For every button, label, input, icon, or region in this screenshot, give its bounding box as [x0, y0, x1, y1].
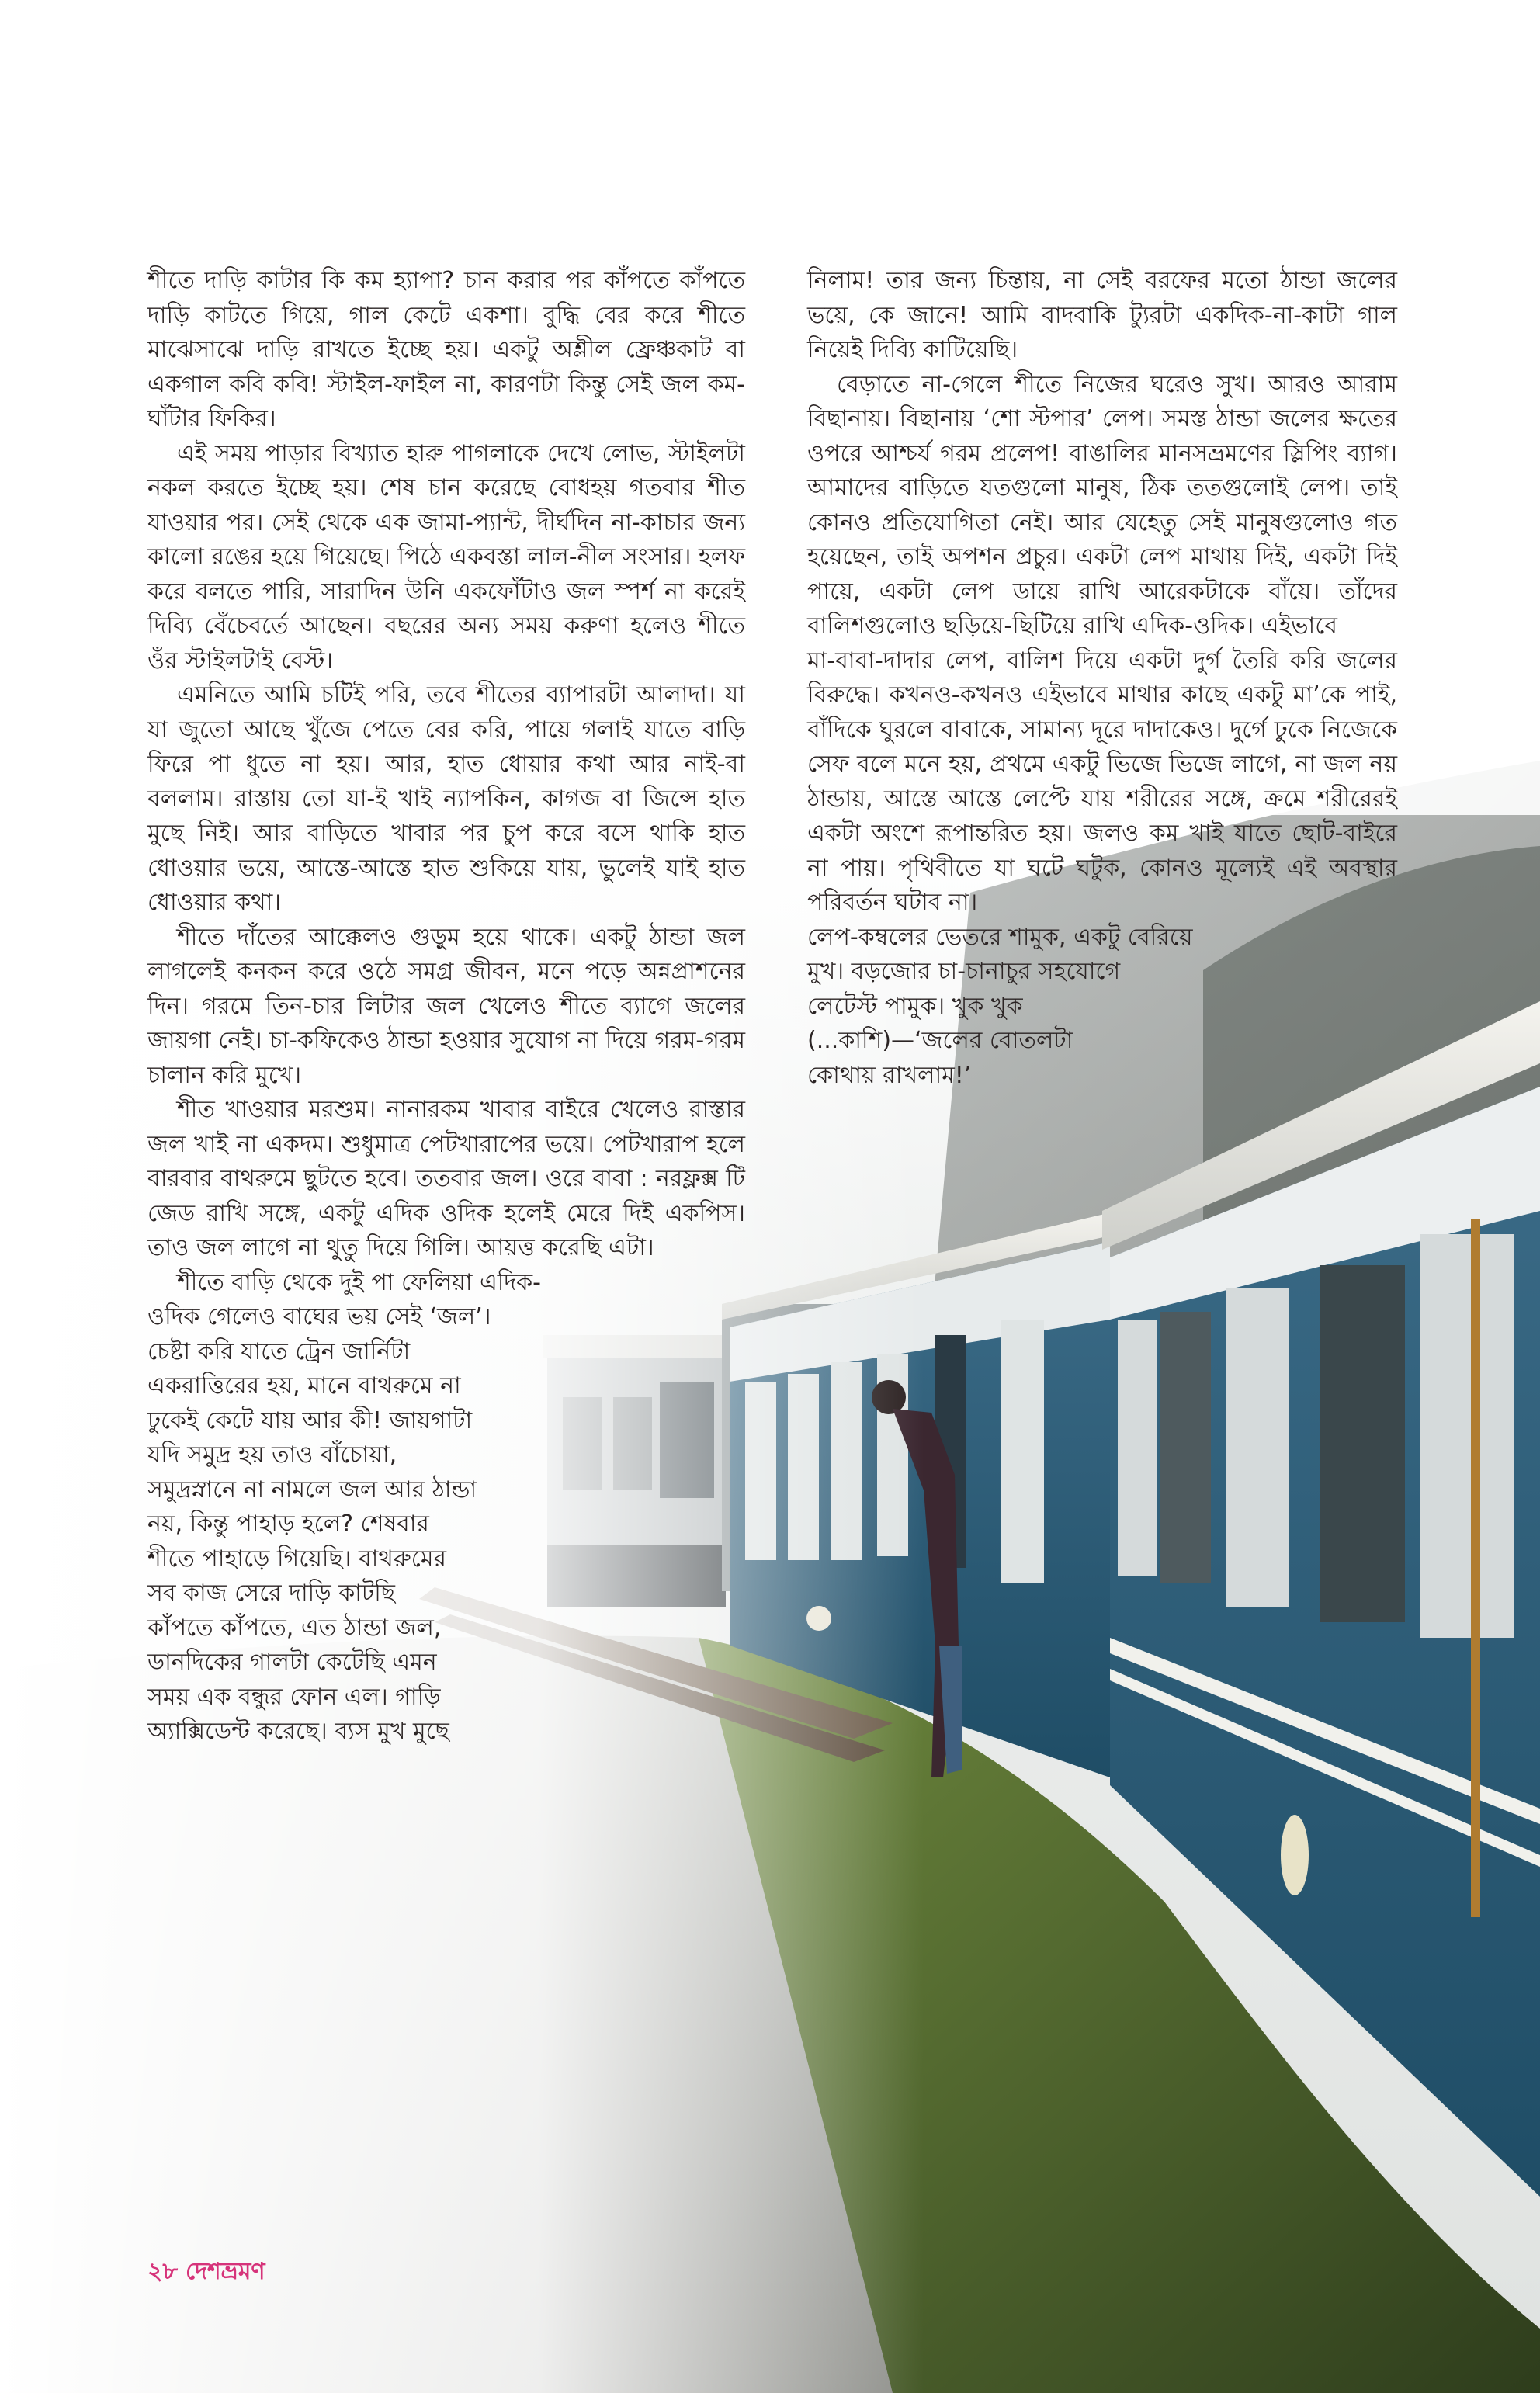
page-number: ২৮ — [147, 2258, 178, 2285]
paragraph: এমনিতে আমি চটিই পরি, তবে শীতের ব্যাপারটা আলাদা। যা যা জুতো আছে খুঁজে পেতে বের করি, পায়ে গলাই যাতে বাড়ি ফিরে পা ধুতে না হয়। আর, হাত ধোয়ার কথা আর নাই-বা বললাম। রাস্তায় তো যা-ই খাই ন্যাপকিন, কাগজ বা জিন্সে হাত মুছে নিই। আর বাড়িতে খাবার পর চুপ করে বসে থাকি হাত ধোওয়ার ভয়ে, আস্তে-আস্তে হাত শুকিয়ে যায়, ভুলেই যাই হাত ধোওয়ার কথা। — [147, 681, 745, 916]
text-line: লেপ-কম্বলের ভেতরে শামুক, একটু বেরিয়ে — [807, 923, 1193, 951]
text-line: কোথায় রাখলাম!’ — [807, 1061, 972, 1089]
article-column-left — [147, 264, 745, 1750]
paragraph: মা-বাবা-দাদার লেপ, বালিশ দিয়ে একটা দুর্গ তৈরি করি জলের বিরুদ্ধে। কখনও-কখনও এইভাবে মাথার কাছে একটু মা’কে পাই, বাঁদিকে ঘুরলে বাবাকে, সামান্য দূরে দাদাকেও। দুর্গে ঢুকে নিজেকে সেফ বলে মনে হয়, প্রথমে একটু ভিজে ভিজে লাগে, না জল নয় ঠান্ডায়, আস্তে আস্তে লেপ্টে যায় শরীরের সঙ্গে, ক্রমে শরীরেরই একটা অংশে রূপান্তরিত হয়। জলও কম খাই যাতে ছোট-বাইরে না পায়। পৃথিবীতে যা ঘটে ঘটুক, কোনও মূল্যেই এই অবস্থার পরিবর্তন ঘটাব না। — [807, 647, 1397, 916]
paragraph: শীতে দাঁতের আক্কেলও গুড়ুম হয়ে থাকে। একটু ঠান্ডা জল লাগলেই কনকন করে ওঠে সমগ্র জীবন, মনে পড়ে অন্নপ্রাশনের দিন। গরমে তিন-চার লিটার জল খেলেও শীতে ব্যাগে জলের জায়গা নেই। চা-কফিকেও ঠান্ডা হওয়ার সুযোগ না দিয়ে গরম-গরম চালান করি মুখে। — [147, 923, 745, 1089]
paragraph: নিলাম! তার জন্য চিন্তায়, না সেই বরফের মতো ঠান্ডা জলের ভয়ে, কে জানে! আমি বাদবাকি ট্যুরটা একদিক-না-কাটা গাল নিয়েই দিব্যি কাটিয়েছি। — [807, 267, 1397, 363]
text-line: সমুদ্রস্নানে না নামলে জল আর ঠান্ডা — [147, 1476, 477, 1503]
text-line: কাঁপতে কাঁপতে, এত ঠান্ডা জল, — [147, 1614, 442, 1642]
text-line: মুখ। বড়জোর চা-চানাচুর সহযোগে — [807, 958, 1121, 985]
section-name: দেশভ্রমণ — [185, 2258, 265, 2285]
text-line: অ্যাক্সিডেন্ট করেছে। ব্যস মুখ মুছে — [147, 1718, 449, 1745]
text-line: লেটেস্ট পামুক। খুক খুক — [807, 992, 1023, 1020]
paragraph: শীতে দাড়ি কাটার কি কম হ্যাপা? চান করার পর কাঁপতে কাঁপতে দাড়ি কাটতে গিয়ে, গাল কেটে একশা। বুদ্ধি বের করে শীতে মাঝেসাঝে দাড়ি রাখতে ইচ্ছে হয়। একটু অশ্লীল ফ্রেঞ্চকাট বা একগাল কবি কবি! স্টাইল-ফাইল না, কারণটা কিন্তু সেই জল কম-ঘাঁটার ফিকির। — [147, 267, 745, 432]
paragraph: বেড়াতে না-গেলে শীতে নিজের ঘরেও সুখ। আরও আরাম বিছানায়। বিছানায় ‘শো স্টপার’ লেপ। সমস্ত ঠান্ডা জলের ক্ষতের ওপরে আশ্চর্য গরম প্রলেপ! বাঙালির মানসভ্রমণের স্লিপিং ব্যাগ। আমাদের বাড়িতে যতগুলো মানুষ, ঠিক ততগুলোই লেপ। তাই কোনও প্রতিযোগিতা নেই। আর যেহেতু সেই মানুষগুলোও গত হয়েছেন, তাই অপশন প্রচুর। একটা লেপ মাথায় দিই, একটা দিই পায়ে, একটা লেপ ডায়ে রাখি আরেকটাকে বাঁয়ে। তাঁদের বালিশগুলোও ছড়িয়ে-ছিটিয়ে রাখি এদিক-ওদিক। এইভাবে — [807, 370, 1397, 640]
text-line: (...কাশি)—‘জলের বোতলটা — [807, 1027, 1073, 1054]
article-column-right — [807, 264, 1397, 1093]
paragraph-narrow — [147, 1266, 745, 1750]
text-line: নয়, কিন্তু পাহাড় হলে? শেষবার — [147, 1510, 429, 1538]
text-line: সময় এক বন্ধুর ফোন এল। গাড়ি — [147, 1683, 441, 1711]
text-line: ডানদিকের গালটা কেটেছি এমন — [147, 1649, 437, 1676]
text-line: শীতে বাড়ি থেকে দুই পা ফেলিয়া এদিক- — [177, 1268, 541, 1296]
text-line: ওদিক গেলেও বাঘের ভয় সেই ‘জল’। — [147, 1303, 491, 1330]
page-folio — [147, 2253, 265, 2292]
paragraph: এই সময় পাড়ার বিখ্যাত হারু পাগলাকে দেখে লোভ, স্টাইলটা নকল করতে ইচ্ছে হয়। শেষ চান করেছে বোধহয় গতবার শীত যাওয়ার পর। সেই থেকে এক জামা-প্যান্ট, দীর্ঘদিন না-কাচার জন্য কালো রঙের হয়ে গিয়েছে। পিঠে একবস্তা লাল-নীল সংসার। হলফ করে বলতে পারি, সারাদিন উনি একফোঁটাও জল স্পর্শ না করেই দিব্যি বেঁচেবর্তে আছেন। বছরের অন্য সময় করুণা হলেও শীতে ওঁর স্টাইলটাই বেস্ট। — [147, 439, 745, 675]
paragraph: শীত খাওয়ার মরশুম। নানারকম খাবার বাইরে খেলেও রাস্তার জল খাই না একদম। শুধুমাত্র পেটখারাপের ভয়ে। পেটখারাপ হলে বারবার বাথরুমে ছুটতে হবে। ততবার জল। ওরে বাবা : নরফ্লক্স টি জেড রাখি সঙ্গে, একটু এদিক ওদিক হলেই মেরে দিই একপিস। তাও জল লাগে না থুতু দিয়ে গিলি। আয়ত্ত করেছি এটা। — [147, 1096, 745, 1261]
text-line: শীতে পাহাড়ে গিয়েছি। বাথরুমের — [147, 1545, 447, 1573]
text-line: চেষ্টা করি যাতে ট্রেন জার্নিটা — [147, 1337, 411, 1365]
text-line: ঢুকেই কেটে যায় আর কী! জায়গাটা — [147, 1406, 473, 1434]
text-line: একরাত্তিরের হয়, মানে বাথরুমে না — [147, 1372, 461, 1399]
text-line: সব কাজ সেরে দাড়ি কাটছি — [147, 1580, 395, 1607]
paragraph-narrow — [807, 921, 1397, 1094]
text-line: যদি সমুদ্র হয় তাও বাঁচোয়া, — [147, 1441, 397, 1469]
